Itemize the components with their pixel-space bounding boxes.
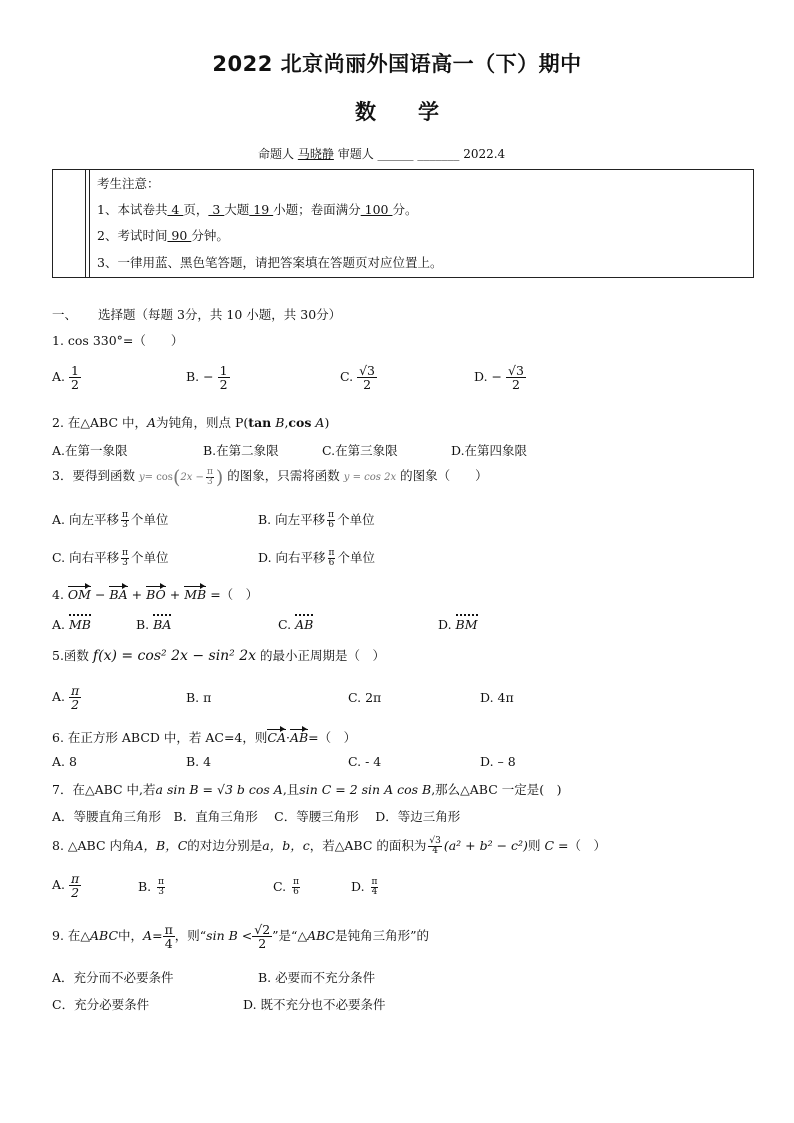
var: ABC [307,928,336,944]
q4-option-d [438,617,478,632]
option-letter: A. [52,617,66,632]
exam-title: 2022 北京尚丽外国语高一（下）期中 [212,52,582,76]
stem-text: , [284,415,289,430]
paren: ( [172,466,181,489]
option-text: D. 向右平移 [258,550,326,565]
frac-num: π [371,877,378,887]
q3-option-c [52,548,169,568]
fraction [357,364,377,391]
notice-minutes: 90 [167,228,192,243]
operator: + [131,587,143,602]
option-letter: B. [136,617,150,632]
frac-num: π [293,877,299,887]
section-label: 一、 [52,307,78,322]
stem-text: 的图象，只需将函数 [227,468,340,483]
q2-option-d: D.在第四象限 [451,443,528,458]
q9-option-b: B. 必要而不充分条件 [258,970,376,985]
func: cos [288,415,312,430]
fraction [69,872,81,899]
authors-line [258,145,505,162]
q6-option-c: C. - 4 [348,754,382,769]
fraction [327,511,335,530]
fraction [252,923,272,950]
q5-option-d: D. 4π [480,690,514,705]
vector: BO [146,587,166,602]
stem-text: 为钝角，则点 P( [156,415,249,430]
q8-expr: (a² + b² − c²) [443,838,528,853]
option-letter: C. [340,369,354,385]
var: ABC [90,928,119,944]
stem-text: 5.函数 [52,648,89,663]
frac-num: √3 [429,836,441,846]
stem-text: 2. 在△ABC 中， [52,415,147,430]
q9-stem [52,923,429,950]
operator: · [285,730,290,745]
option-text: 个单位 [337,550,375,565]
fraction [69,364,81,391]
option-text: 个单位 [131,550,169,565]
q9-a-eq: A= [143,928,163,944]
frac-num: π [121,510,128,520]
q9-option-d: D. 既不充分也不必要条件 [243,997,386,1012]
q9-option-a: A．充分而不必要条件 [52,970,174,985]
q6-stem [52,728,356,746]
stem-text: =（ ） [210,587,259,602]
frac-num: π [122,548,128,558]
q9-option-c: C．充分必要条件 [52,997,150,1012]
fraction [506,364,526,391]
var: A [147,415,157,430]
exam-date: 2022.4 [463,147,506,161]
section-title: 选择题（每题 3分，共 10 小题，共 30分） [98,307,342,322]
notice-text: 2、考试时间 [97,228,168,243]
reviewer-label: 审题人 [337,147,374,161]
q7-eq1: a sin B = √3 b cos A [155,782,283,797]
stem-text: ,且 [282,782,300,797]
q7-options: A．等腰直角三角形 B．直角三角形 C．等腰三角形 D．等边三角形 [52,809,461,824]
fraction [157,878,165,897]
stem-text: 3．要得到函数 [52,468,135,483]
reviewer-blank: ______ [377,147,414,161]
q8-option-d [351,878,380,897]
option-letter: C. [273,879,287,894]
q7-eq2: sin C = 2 sin A cos B [299,782,432,797]
frac-den: 4 [432,846,438,856]
vector: BA [153,617,172,632]
q8-sides: a，b，c [262,838,310,853]
fraction [328,549,336,568]
frac-den: 3 [207,477,213,487]
notice-heading: 考生注意： [97,176,160,191]
q6-option-a: A. 8 [52,754,77,769]
frac-num: π [158,877,165,887]
q4-option-a [52,617,91,632]
option-letter: D. − [474,369,502,385]
q6-option-b: B. 4 [186,754,212,769]
notice-divider [85,170,86,277]
q7-stem [52,780,562,798]
notice-questions: 19 [249,202,274,217]
second-blank: _______ [417,147,460,161]
stem-text: 8. △ABC 内角 [52,838,135,853]
frac-den: 4 [164,936,173,952]
q9-sinb: sin B < [206,928,253,944]
frac-num: π [164,922,173,937]
func: cos [156,472,173,483]
expr: 2x − [180,472,204,483]
q5-option-c: C. 2π [348,690,382,705]
var: y [138,472,145,483]
vector: OM [67,587,91,602]
q8-option-b [138,878,167,897]
stem-text: 6. 在正方形 ABCD 中，若 AC=4，则 [52,730,268,745]
author-name: 马晓静 [297,147,334,161]
notice-line-3: 3、一律用蓝、黑色笔答题，请把答案填在答题页对应位置上。 [97,255,443,270]
option-letter: B. − [186,369,214,385]
stem-text: ”是“△ [272,928,308,944]
var: A [315,415,325,430]
q4-option-b [136,617,171,632]
frac-num: 1 [219,363,228,378]
option-text: 个单位 [130,512,169,527]
q3-option-a [52,510,168,530]
frac-num: √3 [507,363,524,378]
stem-text: ，若△ABC 的面积为 [309,838,427,853]
q3-func2: y = cos 2x [343,472,397,483]
notice-text: 分钟。 [191,228,229,243]
q2-option-a: A.在第一象限 [52,443,128,458]
option-letter: D. [438,617,452,632]
notice-text: 1、本试卷共 [97,202,168,217]
q4-stem [52,585,258,603]
q2-stem [52,413,329,431]
frac-num: π [71,683,80,698]
frac-den: 2 [363,377,372,393]
q8-option-c [273,878,302,897]
frac-den: 4 [371,887,378,897]
eq: = [144,472,153,483]
fraction [121,549,129,568]
notice-text: 页， [183,202,209,217]
q2-option-c: C.在第三象限 [322,443,398,458]
q6-option-d: D. – 8 [480,754,516,769]
operator: − [94,587,106,602]
vector: BA [109,587,128,602]
notice-line-2 [97,226,229,244]
fraction [69,684,81,711]
fraction [371,878,379,897]
stem-text: ，则“ [174,928,207,944]
q3-option-b [258,510,375,530]
frac-den: 3 [122,520,128,530]
stem-text: （ ） [568,838,606,853]
option-letter: C. [278,617,292,632]
stem-text: 的对边分别是 [187,838,263,853]
stem-text: 的最小正周期是（ ） [260,648,386,663]
fraction [121,511,129,530]
frac-num: 1 [71,363,79,378]
stem-text: 7．在△ABC 中,若 [52,782,156,797]
q1-option-b [186,364,230,391]
stem-text: 则 [527,838,541,853]
notice-parts: 3 [208,202,225,217]
frac-num: π [328,548,335,558]
vector: AB [295,617,314,632]
stem-text: ) [324,415,330,430]
stem-text: 的图象（ ） [400,468,488,483]
option-letter: A. [52,689,66,705]
notice-divider-inner [89,170,90,277]
notice-text: 大题 [224,202,250,217]
q4-option-c [278,617,313,632]
author-prefix: 命题人 [258,147,295,161]
stem-text: =（ ） [308,730,357,745]
option-letter: B. [138,879,152,894]
fraction [428,837,441,856]
option-letter: A. [52,877,66,893]
q3-option-d [258,548,375,568]
option-text: 个单位 [337,512,375,527]
frac-den: 2 [71,885,80,901]
frac-den: 3 [122,558,128,568]
fraction [292,878,300,897]
vector: AB [289,730,309,745]
fraction [163,923,175,950]
q8-vars: A，B，C [134,838,188,853]
var: B [275,415,285,430]
frac-den: 2 [71,377,79,393]
q2-option-b: B.在第二象限 [203,443,279,458]
func: tan [248,415,272,430]
stem-text: 4. [52,587,64,602]
q1-option-c [340,364,377,391]
q1-option-a [52,364,81,391]
q1-stem: 1. cos 330°=（ ） [52,333,184,348]
q8-c-eq: C = [544,838,569,853]
option-letter: A. [52,369,66,385]
notice-box [52,169,754,278]
vector: MB [69,617,91,632]
frac-den: 6 [328,520,334,530]
q3-stem [52,466,488,489]
notice-score: 100 [360,202,393,217]
frac-den: 2 [258,936,267,952]
stem-text: 中， [118,928,144,944]
q5-option-b: B. π [186,690,212,705]
q5-option-a [52,684,81,711]
frac-den: 6 [328,558,335,568]
stem-text: 9. 在△ [52,928,91,944]
q8-option-a [52,872,81,899]
option-text: C. 向右平移 [52,550,120,565]
stem-text: ,那么△ABC 一定是( ) [431,782,562,797]
stem-text: 是钝角三角形”的 [335,928,429,944]
frac-den: 2 [511,377,520,393]
notice-pages: 4 [167,202,184,217]
q3-func1 [138,466,224,489]
operator: + [169,587,181,602]
q1-option-d [474,364,526,391]
option-text: A. 向左平移 [52,512,119,527]
frac-den: 2 [71,697,80,713]
frac-num: π [71,871,80,886]
option-letter: D. [351,879,365,894]
notice-text: 小题；卷面满分 [273,202,361,217]
frac-num: π [328,510,335,520]
frac-num: π [206,467,213,477]
q5-formula: f(x) = cos² 2x − sin² 2x [92,648,257,664]
notice-line-1 [97,200,418,218]
option-text: B. 向左平移 [258,512,326,527]
frac-den: 3 [158,887,164,897]
frac-num: √2 [254,922,271,937]
vector: CA [267,730,286,745]
paren: ) [215,466,224,489]
subject-title: 数学 [355,100,481,124]
vector: MB [184,587,207,602]
fraction [218,364,230,391]
notice-text: 分。 [392,202,418,217]
frac-den: 2 [219,377,228,393]
fraction [206,468,214,487]
q5-stem [52,646,385,664]
frac-den: 6 [293,887,299,897]
vector: BM [455,617,478,632]
frac-num: √3 [359,363,375,378]
q8-stem [52,836,606,856]
